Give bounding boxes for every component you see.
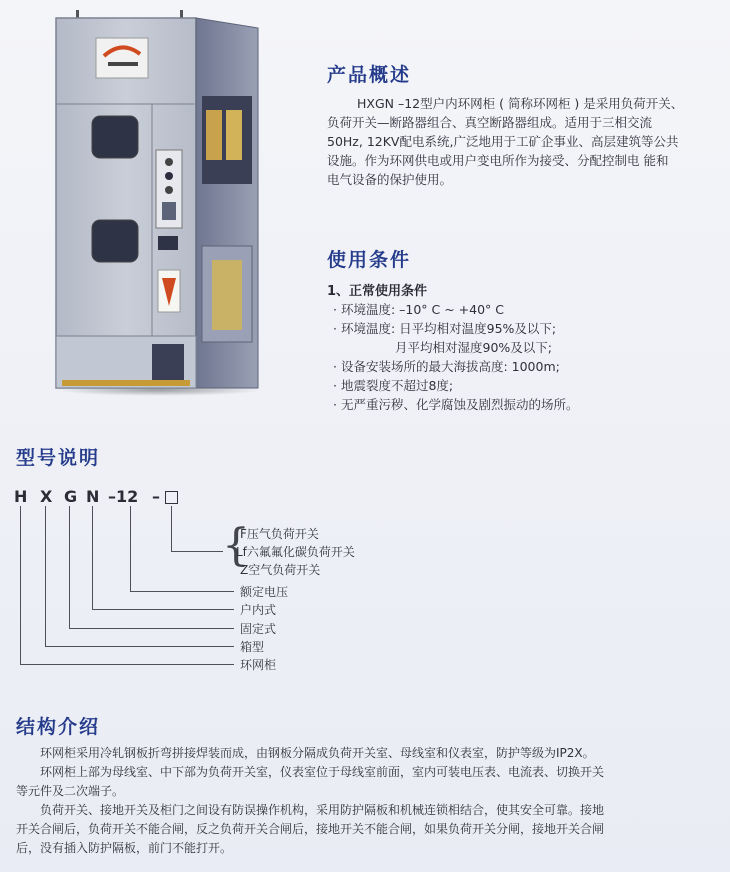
brace-icon: { xyxy=(222,520,250,571)
condition-item: · 环境温度: –10° C ~ +40° C xyxy=(333,302,504,317)
condition-item: · 环境温度: 日平均相对温度95%及以下; xyxy=(333,321,557,336)
label-rated-voltage: 额定电压 xyxy=(240,585,289,599)
condition-item: · 设备安装场所的最大海拔高度: 1000m; xyxy=(333,359,560,374)
overview-title: 产品概述 xyxy=(327,64,412,86)
code-letter-n: N xyxy=(86,487,100,506)
structure-line: 环网柜采用冷轧钢板折弯拼接焊装而成，由钢板分隔成负荷开关室、母线室和仪表室，防护等级为IP2X。 xyxy=(40,746,595,760)
leader-line xyxy=(45,646,234,647)
overview-line: 负荷开关—断路器组合、真空断路器组成。适用于三相交流 xyxy=(327,115,653,130)
leader-line xyxy=(171,551,223,552)
option-f: F压气负荷开关 xyxy=(240,527,319,541)
structure-title: 结构介绍 xyxy=(16,716,101,738)
leader-line xyxy=(92,609,234,610)
leader-line xyxy=(171,506,172,552)
code-rated-voltage: –12 xyxy=(108,487,139,506)
option-lf: Lf六氟氟化碳负荷开关 xyxy=(236,545,355,559)
leader-line xyxy=(92,506,93,610)
overview-line: 50Hz, 12KV配电系统,广泛地用于工矿企事业、高层建筑等公共 xyxy=(327,134,679,149)
code-placeholder-box xyxy=(165,491,178,504)
structure-paragraph xyxy=(16,744,728,858)
label-indoor: 户内式 xyxy=(240,603,277,617)
leader-line xyxy=(130,591,234,592)
label-ring-cabinet: 环网柜 xyxy=(240,658,277,672)
conditions-subtitle: 1、正常使用条件 xyxy=(327,284,428,299)
code-letter-g: G xyxy=(64,487,78,506)
label-box-type: 箱型 xyxy=(240,640,265,654)
conditions-list xyxy=(333,300,723,414)
structure-line: 负荷开关、接地开关及柜门之间设有防误操作机构，采用防护隔板和机械连锁相结合，使其安全可靠。接地 xyxy=(40,803,605,817)
structure-line: 后，没有插入防护隔板，前门不能打开。 xyxy=(16,841,233,855)
overview-line: 电气设备的保护使用。 xyxy=(327,172,453,187)
leader-line xyxy=(69,506,70,629)
leader-line xyxy=(20,664,234,665)
overview-paragraph xyxy=(327,94,727,189)
condition-item: · 无严重污秽、化学腐蚀及剧烈振动的场所。 xyxy=(333,397,579,412)
code-dash: – xyxy=(152,487,160,506)
code-letter-x: X xyxy=(40,487,53,506)
overview-line: 设施。作为环网供电或用户变电所作为接受、分配控制电 能和 xyxy=(327,153,669,168)
structure-line: 开关合闸后，负荷开关不能合闸，反之负荷开关合闸后，接地开关不能合闸，如果负荷开关分闸，接地开关合闸 xyxy=(16,822,605,836)
leader-line xyxy=(130,506,131,592)
leader-line xyxy=(69,628,234,629)
condition-item: 月平均相对湿度90%及以下; xyxy=(395,340,552,355)
label-fixed: 固定式 xyxy=(240,622,277,636)
code-letter-h: H xyxy=(14,487,28,506)
leader-line xyxy=(20,506,21,665)
leader-line xyxy=(45,506,46,647)
overview-line: HXGN –12型户内环网柜 ( 简称环网柜 ) 是采用负荷开关、 xyxy=(357,96,684,111)
switchgear-cabinet-image xyxy=(52,10,260,392)
condition-item: · 地震裂度不超过8度; xyxy=(333,378,454,393)
structure-line: 环网柜上部为母线室、中下部为负荷开关室，仪表室位于母线室前面，室内可装电压表、电流表、切换开关 xyxy=(40,765,605,779)
structure-line: 等元件及二次端子。 xyxy=(16,784,125,798)
option-z: Z空气负荷开关 xyxy=(240,563,321,577)
conditions-title: 使用条件 xyxy=(327,249,412,271)
model-title: 型号说明 xyxy=(16,447,101,469)
